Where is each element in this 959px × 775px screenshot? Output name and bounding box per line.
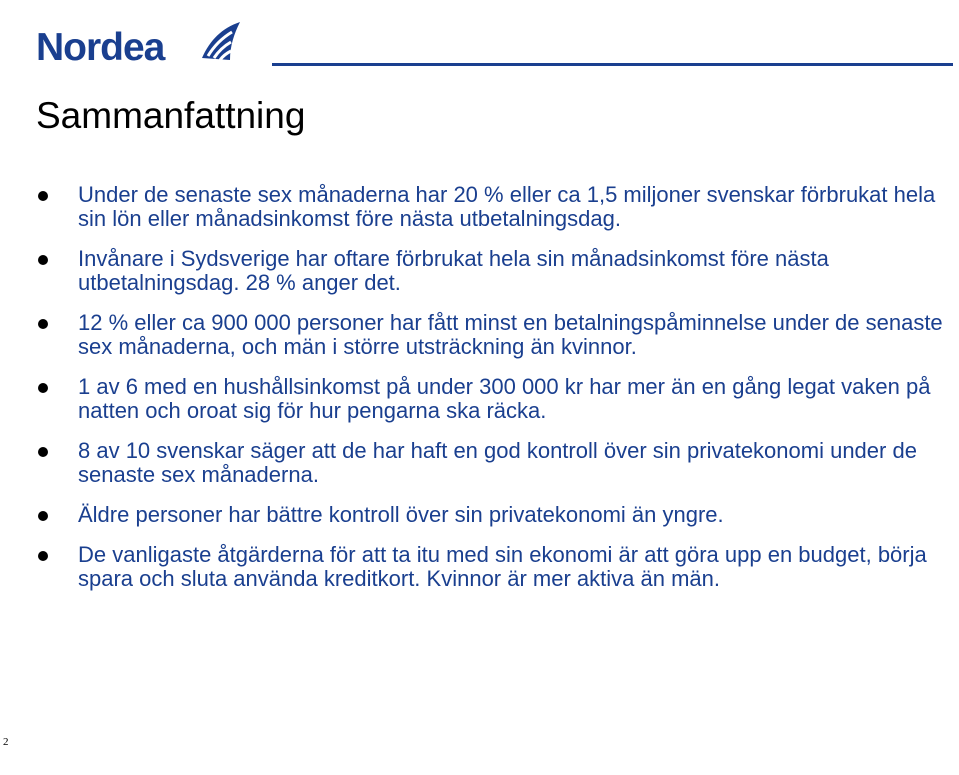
bullet-item: [38, 543, 953, 591]
bullet-item: [38, 183, 953, 231]
bullet-dot-icon: [38, 511, 48, 521]
logo-wordmark: Nordea: [36, 26, 165, 69]
bullet-dot-icon: [38, 447, 48, 457]
bullet-item: [38, 247, 953, 295]
bullet-item: [38, 503, 953, 527]
bullet-item: [38, 375, 953, 423]
bullet-item: [38, 311, 953, 359]
bullet-text: Invånare i Sydsverige har oftare förbrukat hela sin månadsinkomst före nästa utbetalningsdag. 28 % anger det.: [78, 246, 829, 295]
bullet-list: [38, 183, 953, 607]
sail-icon: [196, 20, 242, 62]
bullet-dot-icon: [38, 255, 48, 265]
bullet-text: 1 av 6 med en hushållsinkomst på under 300 000 kr har mer än en gång legat vaken på natten och oroat sig för hur pengarna ska räcka.: [78, 374, 931, 423]
bullet-dot-icon: [38, 191, 48, 201]
bullet-text: Under de senaste sex månaderna har 20 % eller ca 1,5 miljoner svenskar förbrukat hela sin lön eller månadsinkomst före nästa utbetalningsdag.: [78, 182, 936, 231]
page-number: 2: [3, 736, 9, 748]
bullet-dot-icon: [38, 319, 48, 329]
bullet-text: De vanligaste åtgärderna för att ta itu med sin ekonomi är att göra upp en budget, börja spara och sluta använda kreditkort. Kvinnor är mer aktiva än män.: [78, 542, 927, 591]
header-divider: [272, 63, 953, 66]
bullet-text: Äldre personer har bättre kontroll över sin privatekonomi än yngre.: [78, 502, 724, 527]
bullet-dot-icon: [38, 383, 48, 393]
bullet-item: [38, 439, 953, 487]
bullet-text: 12 % eller ca 900 000 personer har fått minst en betalningspåminnelse under de senaste sex månaderna, och män i större utsträckning än kvinnor.: [78, 310, 943, 359]
bullet-text: 8 av 10 svenskar säger att de har haft en god kontroll över sin privatekonomi under de senaste sex månaderna.: [78, 438, 917, 487]
nordea-logo: [36, 20, 246, 70]
slide-title: Sammanfattning: [36, 95, 306, 136]
bullet-dot-icon: [38, 551, 48, 561]
